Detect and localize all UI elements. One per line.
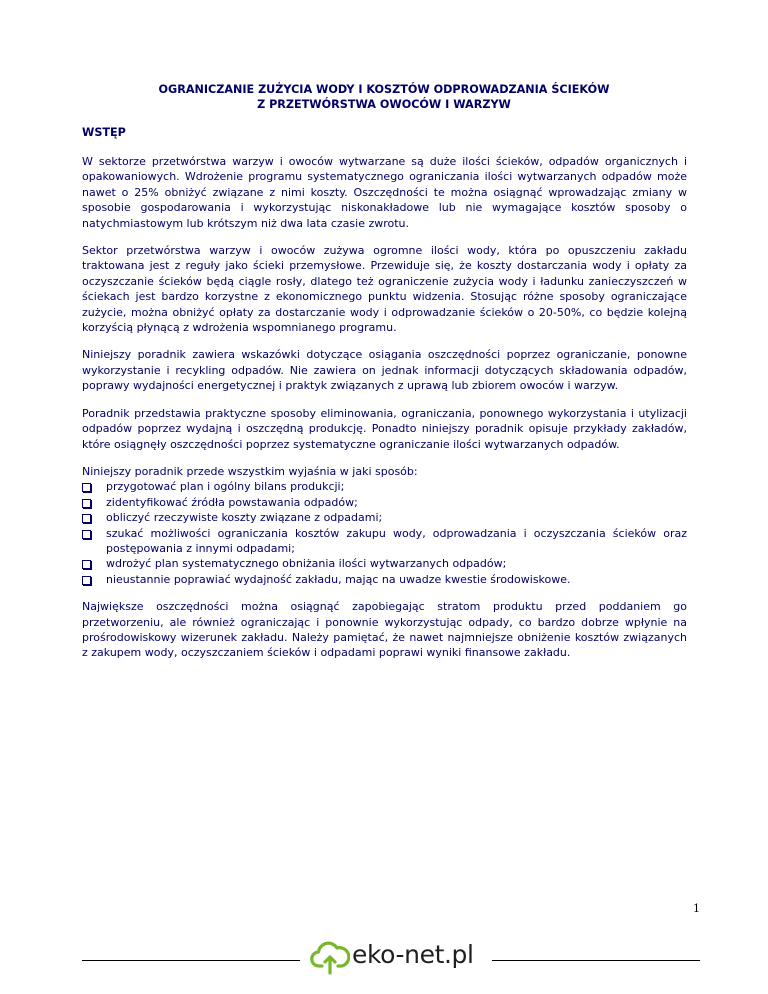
title-line-1: OGRANICZANIE ZUŻYCIA WODY I KOSZTÓW ODPROWADZANIA ŚCIEKÓW — [158, 83, 610, 96]
square-bullet-icon — [82, 514, 91, 523]
footer-divider-left — [82, 960, 300, 961]
paragraph-4: Poradnik przedstawia praktyczne sposoby eliminowania, ograniczania, ponownego wykorzystania i utylizacji odpadów poprzez wydajną i oszczędną produkcję. Ponadto niniejszy poradnik opisuje przykłady zakładów, które osiągnęły oszczędności poprzez systematyczne ograniczanie ilości wytwarzanych odpadów. — [82, 406, 687, 451]
square-bullet-icon — [82, 576, 91, 585]
footer-divider-right — [492, 960, 700, 961]
square-bullet-icon — [82, 483, 91, 492]
list-item — [82, 556, 687, 571]
list-item — [82, 572, 687, 587]
list-item-text: nieustannie poprawiać wydajność zakładu, mając na uwadze kwestie środowiskowe. — [106, 572, 571, 586]
logo-text: eko-net.pl — [352, 940, 474, 969]
bullet-list — [82, 479, 687, 587]
document-title — [60, 83, 708, 112]
closing-paragraph: Największe oszczędności można osiągnąć zapobiegając stratom produktu przed poddaniem go przetworzeniu, ale również ograniczając i ponownie wykorzystując odpady, co bardzo dobrze wpłynie na prośrodowiskowy wizerunek zakładu. Należy pamiętać, że nawet najmniejsze obniżenie kosztów związanych z zakupem wody, oczyszczaniem ścieków i odpadami poprawi wyniki finansowe zakładu. — [82, 600, 687, 660]
title-line-2: Z PRZETWÓRSTWA OWOCÓW I WARZYW — [257, 97, 511, 111]
eko-net-logo — [310, 937, 490, 977]
list-intro: Niniejszy poradnik przede wszystkim wyjaśnia w jaki sposób: — [82, 464, 418, 478]
square-bullet-icon — [82, 560, 91, 569]
square-bullet-icon — [82, 530, 91, 539]
list-item-text: przygotować plan i ogólny bilans produkcji; — [106, 480, 345, 494]
paragraph-1: W sektorze przetwórstwa warzyw i owoców wytwarzane są duże ilości ścieków, odpadów organicznych i opakowaniowych. Wdrożenie programu systematycznego ograniczania ilości wytwarzanych odpadów może nawet o 25% obniżyć związane z nimi koszty. Oszczędności te można osiągnąć wprowadzając zmiany w sposobie gospodarowania i wykorzystując niskonakładowe lub nie wymagające kosztów sposoby o natychmiastowym lub krótszym niż dwa lata czasie zwrotu. — [82, 155, 687, 230]
section-heading: WSTĘP — [82, 126, 126, 139]
square-bullet-icon — [82, 499, 91, 508]
list-item-text: obliczyć rzeczywiste koszty związane z odpadami; — [106, 511, 383, 525]
list-item — [82, 479, 687, 494]
list-item — [82, 495, 687, 510]
paragraph-2: Sektor przetwórstwa warzyw i owoców zużywa ogromne ilości wody, która po opuszczeniu zakładu traktowana jest z reguły jako ścieki przemysłowe. Przewiduje się, że koszty dostarczania wody i opłaty za oczyszczanie ścieków będą ciągle rosły, dlatego też ograniczenie zużycia wody i ładunku zanieczyszczeń w ściekach jest bardzo korzystne z ekonomicznego punktu widzenia. Stosując różne sposoby ograniczające zużycie, można obniżyć opłaty za dostarczanie wody i odprowadzanie ścieków o 20-50%, co będzie kolejną korzyścią płynącą z wdrożenia wspomnianego programu. — [82, 244, 687, 335]
list-item — [82, 510, 687, 525]
list-item-text: wdrożyć plan systematycznego obniżania ilości wytwarzanych odpadów; — [106, 557, 507, 571]
paragraph-3: Niniejszy poradnik zawiera wskazówki dotyczące osiągania oszczędności poprzez ograniczanie, ponowne wykorzystanie i recykling odpadów. Nie zawiera on jednak informacji dotyczących składowania odpadów, poprawy wydajności energetycznej i praktyk związanych z uprawą lub zbiorem owoców i warzyw. — [82, 348, 687, 393]
list-item — [82, 526, 687, 557]
page-number: 1 — [693, 902, 700, 915]
cloud-arrow-icon — [310, 939, 350, 975]
list-item-text: zidentyfikować źródła powstawania odpadów; — [106, 495, 358, 509]
document-body — [82, 154, 687, 673]
list-item-text: szukać możliwości ograniczania kosztów zakupu wody, odprowadzania i oczyszczania ścieków oraz postępowania z innymi odpadami; — [106, 526, 687, 555]
